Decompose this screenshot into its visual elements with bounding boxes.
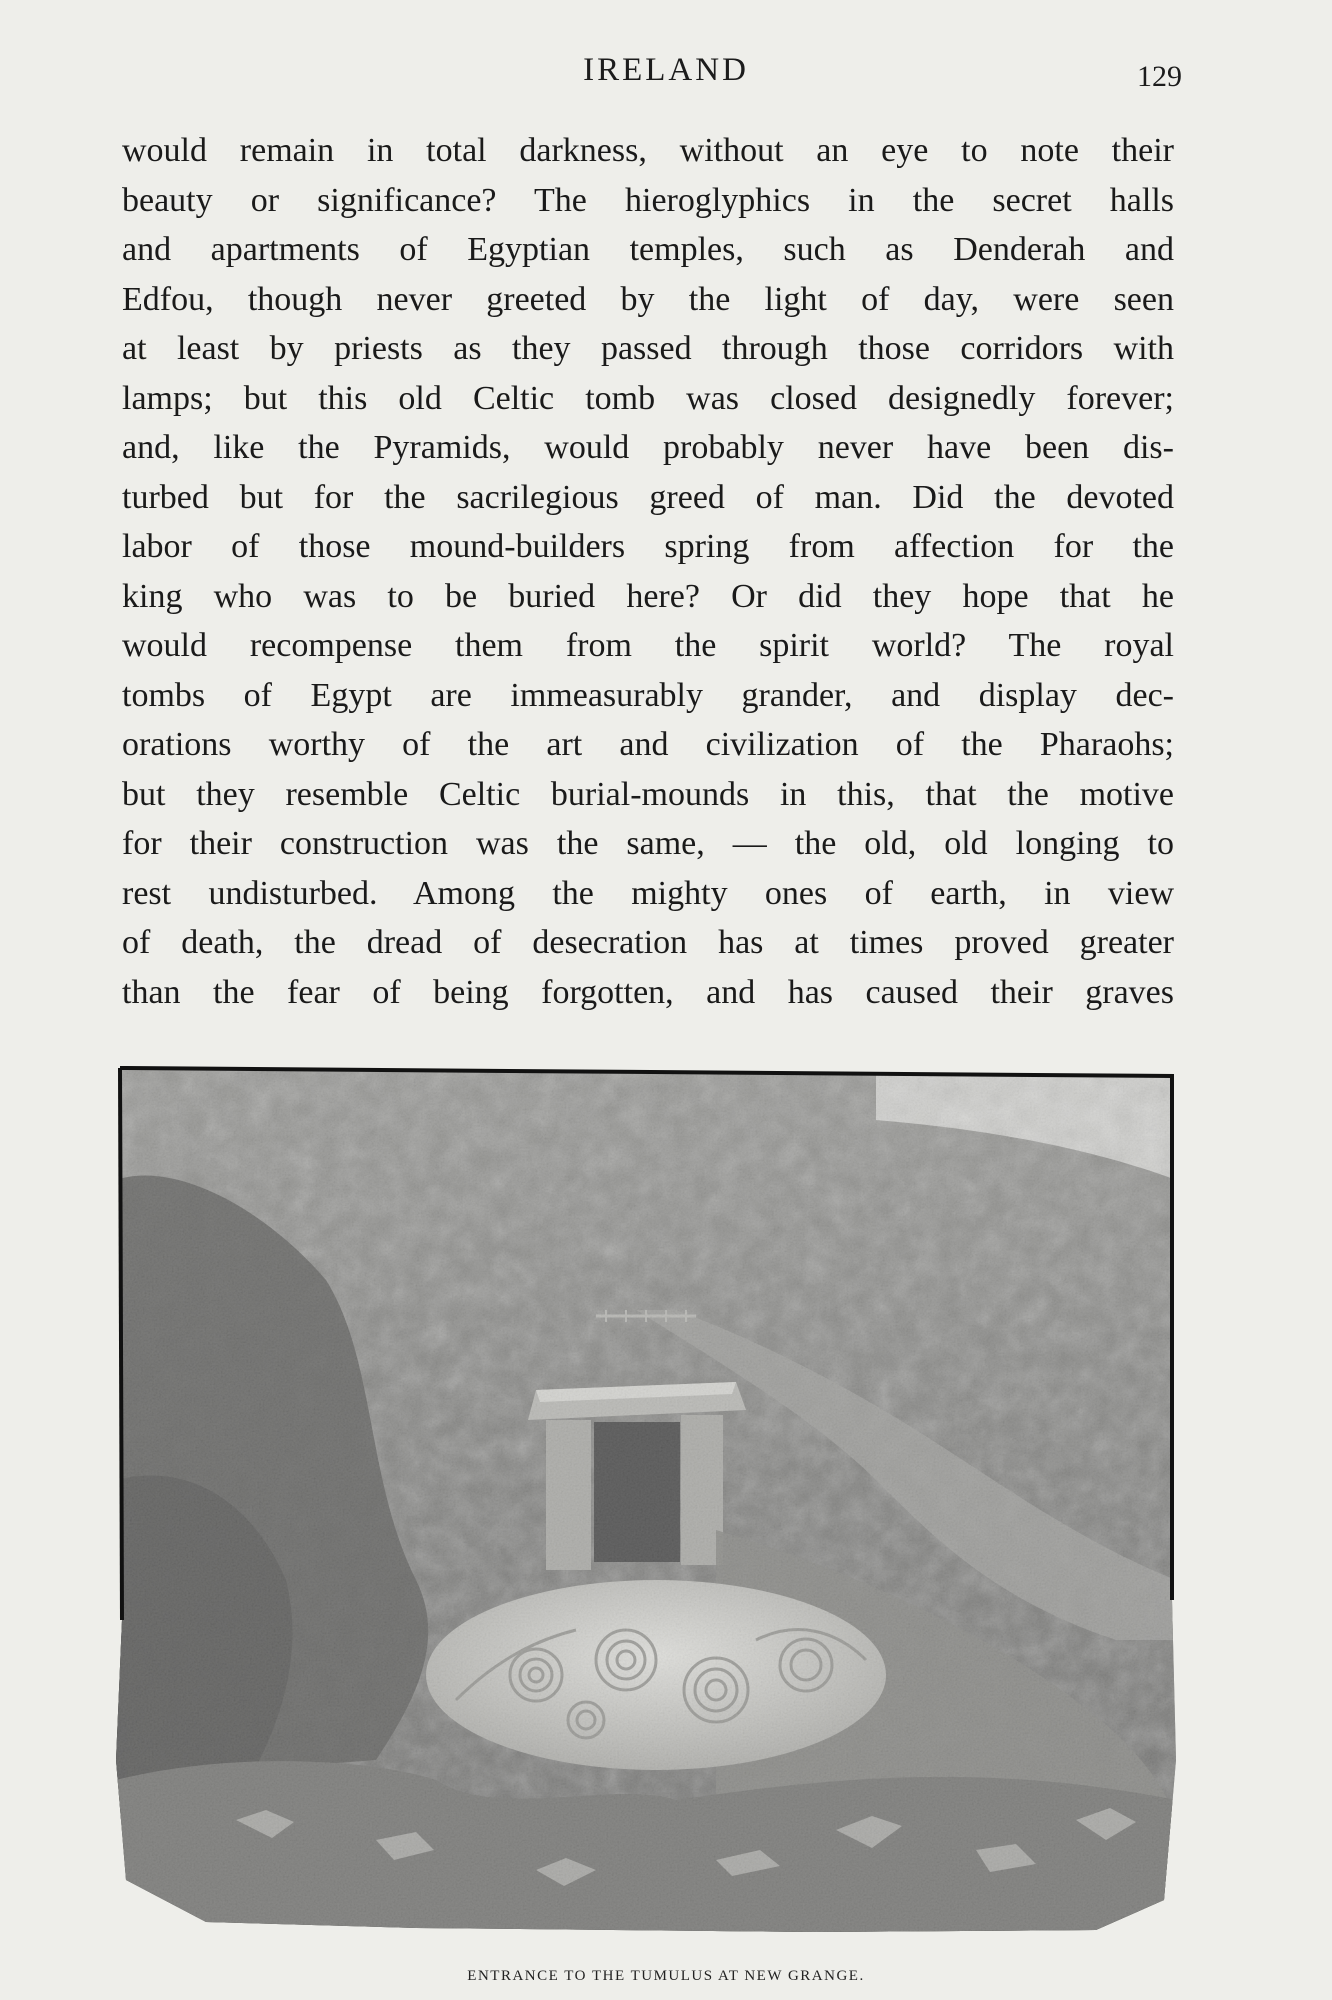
text-line: than the fear of being forgotten, and has caused their graves	[122, 973, 1174, 1011]
text-line: tombs of Egypt are immeasurably grander, and display dec-	[122, 676, 1174, 714]
text-line: but they resemble Celtic burial-mounds in this, that the motive	[122, 775, 1174, 813]
body-text	[122, 126, 1174, 1017]
text-line: Edfou, though never greeted by the light of day, were seen	[122, 280, 1174, 318]
photo-image	[116, 1060, 1176, 1940]
text-line: orations worthy of the art and civilization of the Pharaohs;	[122, 726, 1174, 763]
text-line: would remain in total darkness, without an eye to note their	[122, 132, 1174, 169]
text-line: and, like the Pyramids, would probably never have been dis-	[122, 429, 1174, 466]
text-line: of death, the dread of desecration has at times proved greater	[122, 924, 1174, 961]
page-header	[0, 52, 1332, 102]
page-number: 129	[1137, 60, 1182, 93]
figure-caption: ENTRANCE TO THE TUMULUS AT NEW GRANGE.	[467, 1968, 865, 1984]
text-line: at least by priests as they passed through those corridors with	[122, 330, 1174, 367]
text-line: king who was to be buried here? Or did they hope that he	[122, 577, 1174, 615]
text-line: for their construction was the same, — the old, old longing to	[122, 825, 1174, 862]
text-line: lamps; but this old Celtic tomb was closed designedly forever;	[122, 379, 1174, 417]
text-line: and apartments of Egyptian temples, such as Denderah and	[122, 231, 1174, 268]
halftone-photograph	[116, 1060, 1176, 1940]
text-line: turbed but for the sacrilegious greed of man. Did the devoted	[122, 478, 1174, 516]
text-line: labor of those mound-builders spring from affection for the	[122, 528, 1174, 565]
text-line: would recompense them from the spirit world? The royal	[122, 627, 1174, 664]
running-title: IRELAND	[583, 52, 749, 88]
text-line: beauty or significance? The hieroglyphics in the secret halls	[122, 181, 1174, 219]
text-line: rest undisturbed. Among the mighty ones of earth, in view	[122, 874, 1174, 912]
